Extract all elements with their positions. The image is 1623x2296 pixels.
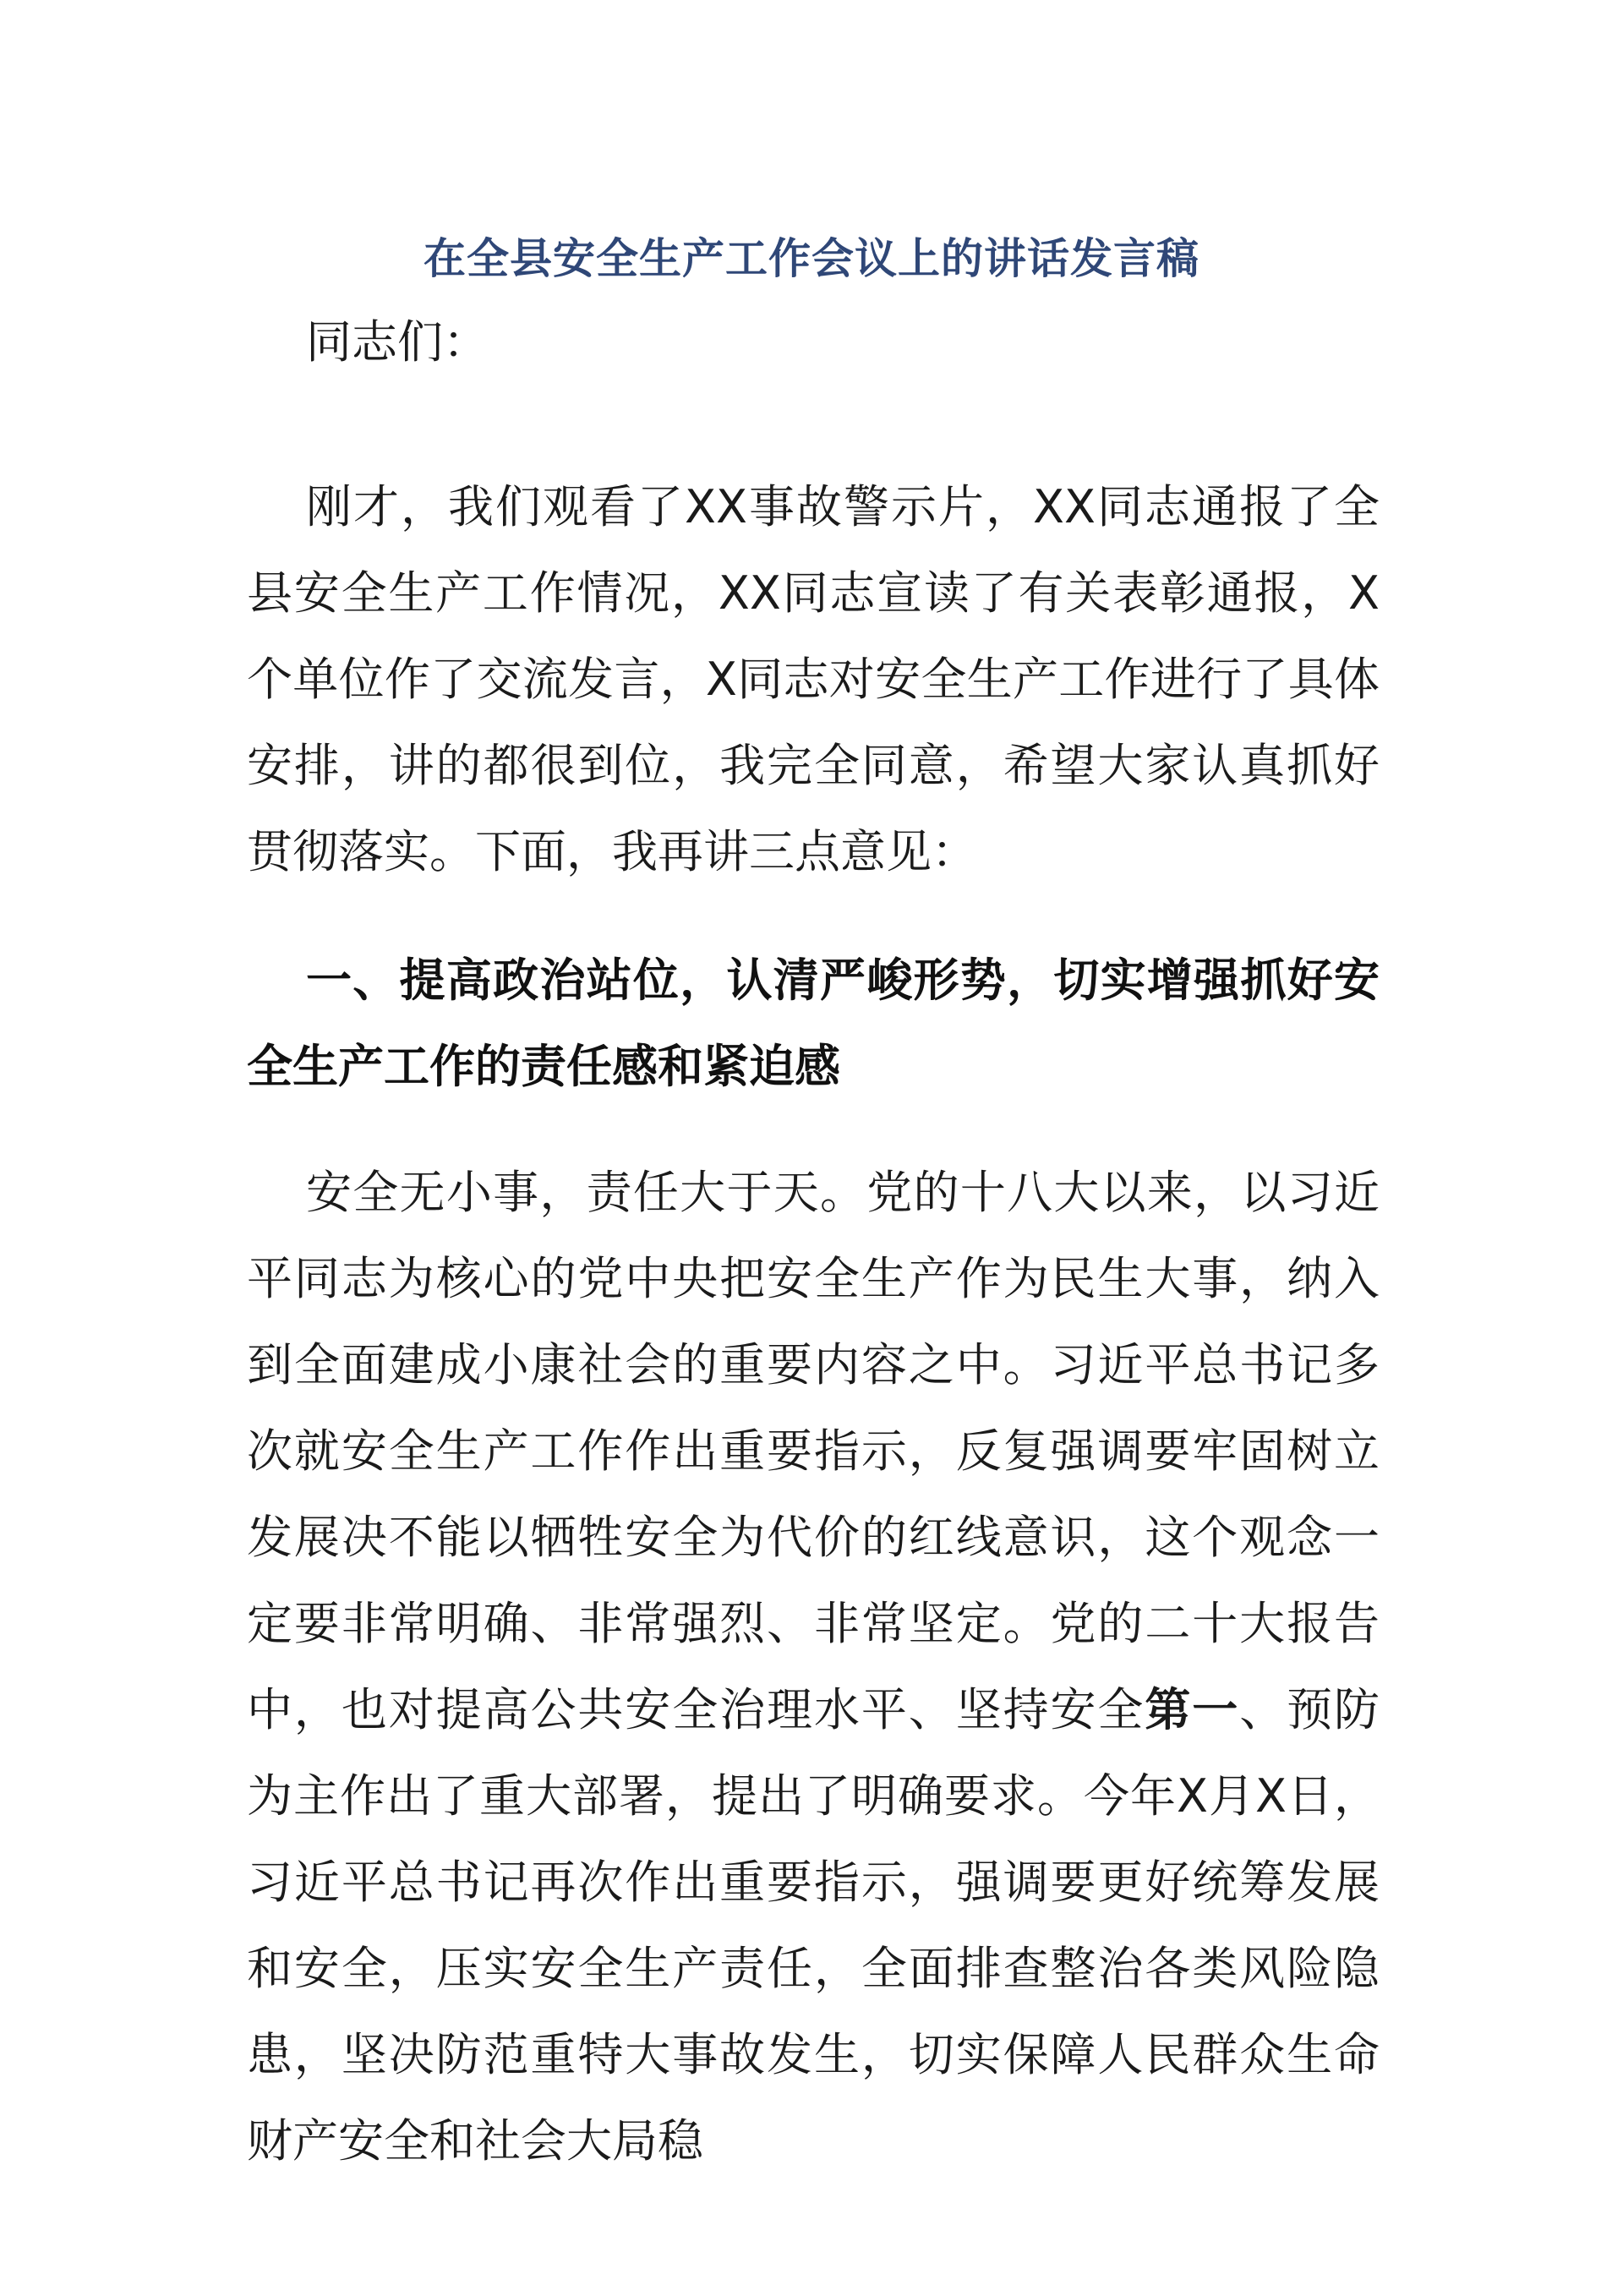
section-heading-1: 一、提高政治站位，认清严峻形势，切实增强抓好安全生产工作的责任感和紧迫感 (247, 954, 1380, 1093)
greeting-text: 同志们： (306, 315, 489, 369)
section-heading-1-block (247, 938, 1380, 1110)
document-title: 在全县安全生产工作会议上的讲话发言稿 (424, 234, 1199, 283)
paragraph-2-part-b: 、预防为主作出了重大部署，提出了明确要求。今年X月X日，习近平总书记再次作出重要指示，强调要更好统筹发展和安全，压实安全生产责任，全面排查整治各类风险隐患，坚决防范重特大事故发生，切实保障人民群众生命财产安全和社会大局稳 (247, 1683, 1380, 2168)
paragraph-2-bold-term: 第一 (1145, 1683, 1240, 1736)
paragraph-2 (247, 1150, 1380, 2184)
paragraph-2-block (247, 1150, 1380, 2184)
paragraph-2-part-a: 安全无小事，责任大于天。党的十八大以来，以习近平同志为核心的党中央把安全生产作为民生大事，纳入到全面建成小康社会的重要内容之中。习近平总书记多次就安全生产工作作出重要指示，反复强调要牢固树立发展决不能以牺牲安全为代价的红线意识，这个观念一定要非常明确、非常强烈、非常坚定。党的二十大报告中，也对提高公共安全治理水平、坚持安全 (247, 1166, 1380, 1736)
greeting-block (247, 299, 1380, 385)
paragraph-1-block (247, 464, 1380, 895)
paragraph-1: 刚才，我们观看了XX事故警示片，XX同志通报了全县安全生产工作情况，XX同志宣读了有关表彰通报，X个单位作了交流发言，X同志对安全生产工作进行了具体安排，讲的都很到位，我完全同意，希望大家认真抓好贯彻落实。下面，我再讲三点意见： (247, 480, 1380, 878)
